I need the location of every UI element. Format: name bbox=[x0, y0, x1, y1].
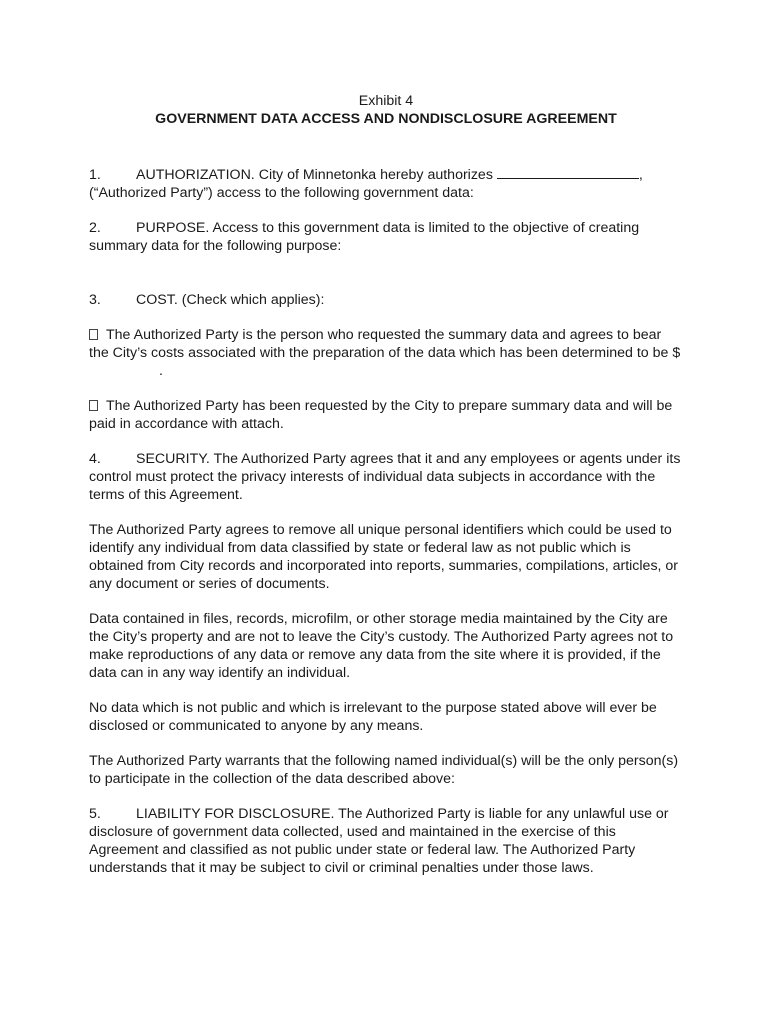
security-paragraph-5: The Authorized Party warrants that the following named individual(s) will be the only person(s) to participate in the collection of the data described above: bbox=[89, 753, 679, 787]
exhibit-label: Exhibit 4 bbox=[358, 93, 414, 109]
section-liability bbox=[89, 805, 683, 877]
cost-text: COST. (Check which applies): bbox=[136, 292, 325, 308]
purpose-text: PURPOSE. Access to this government data is limited to the objective of creating summary data for the following purpose: bbox=[89, 220, 640, 254]
cost-option-2-text: The Authorized Party has been requested by the City to prepare summary data and will be paid in accordance with attach. bbox=[89, 398, 673, 432]
cost-option-1-period: . bbox=[159, 363, 163, 379]
section-cost bbox=[89, 291, 683, 309]
agreement-page bbox=[89, 92, 683, 894]
section-purpose bbox=[89, 219, 683, 255]
cost-option-1 bbox=[89, 326, 683, 380]
section-authorization bbox=[89, 165, 683, 202]
cost-option-1-text: The Authorized Party is the person who requested the summary data and agrees to bear the City’s costs associated with the preparation of the data which has been determined to be $ bbox=[89, 327, 681, 361]
document-title: GOVERNMENT DATA ACCESS AND NONDISCLOSURE AGREEMENT bbox=[155, 111, 617, 127]
security-paragraph-4: No data which is not public and which is irrelevant to the purpose stated above will ever be disclosed or communicated to anyone by any means. bbox=[89, 700, 657, 734]
security-paragraph-2: The Authorized Party agrees to remove all unique personal identifiers which could be used to identify any individual from data classified by state or federal law as not public which is obtained from City records and incorporated into reports, summaries, compilations, articles, or any document or series of documents. bbox=[89, 522, 679, 592]
cost-option-2 bbox=[89, 397, 683, 433]
security-paragraph-3: Data contained in files, records, microfilm, or other storage media maintained by the City are the City’s property and are not to leave the City’s custody. The Authorized Party agrees not to make reproductions of any data or remove any data from the site where it is provided, if the data can in any way identify an individual. bbox=[89, 611, 674, 681]
authorization-line2: (“Authorized Party”) access to the following government data: bbox=[89, 185, 474, 201]
security-text: SECURITY. The Authorized Party agrees that it and any employees or agents under its control must protect the privacy interests of individual data subjects in accordance with the terms of this Agreement. bbox=[89, 451, 681, 503]
section-number: 4. bbox=[89, 451, 101, 467]
section-number: 1. bbox=[89, 167, 101, 183]
authorization-comma: , bbox=[638, 167, 643, 183]
section-number: 3. bbox=[89, 292, 101, 308]
section-number: 5. bbox=[89, 806, 101, 822]
authorization-text: AUTHORIZATION. City of Minnetonka hereby authorizes bbox=[136, 167, 497, 183]
checkbox-icon[interactable] bbox=[89, 400, 98, 411]
liability-text: LIABILITY FOR DISCLOSURE. The Authorized Party is liable for any unlawful use or disclosure of government data collected, used and maintained in the exercise of this Agreement and classified as not public under state or federal law. The Authorized Party understands that it may be subject to civil or criminal penalties under those laws. bbox=[89, 806, 669, 876]
checkbox-icon[interactable] bbox=[89, 329, 98, 340]
section-security bbox=[89, 450, 683, 504]
section-number: 2. bbox=[89, 220, 101, 236]
authorized-party-blank bbox=[497, 165, 639, 179]
